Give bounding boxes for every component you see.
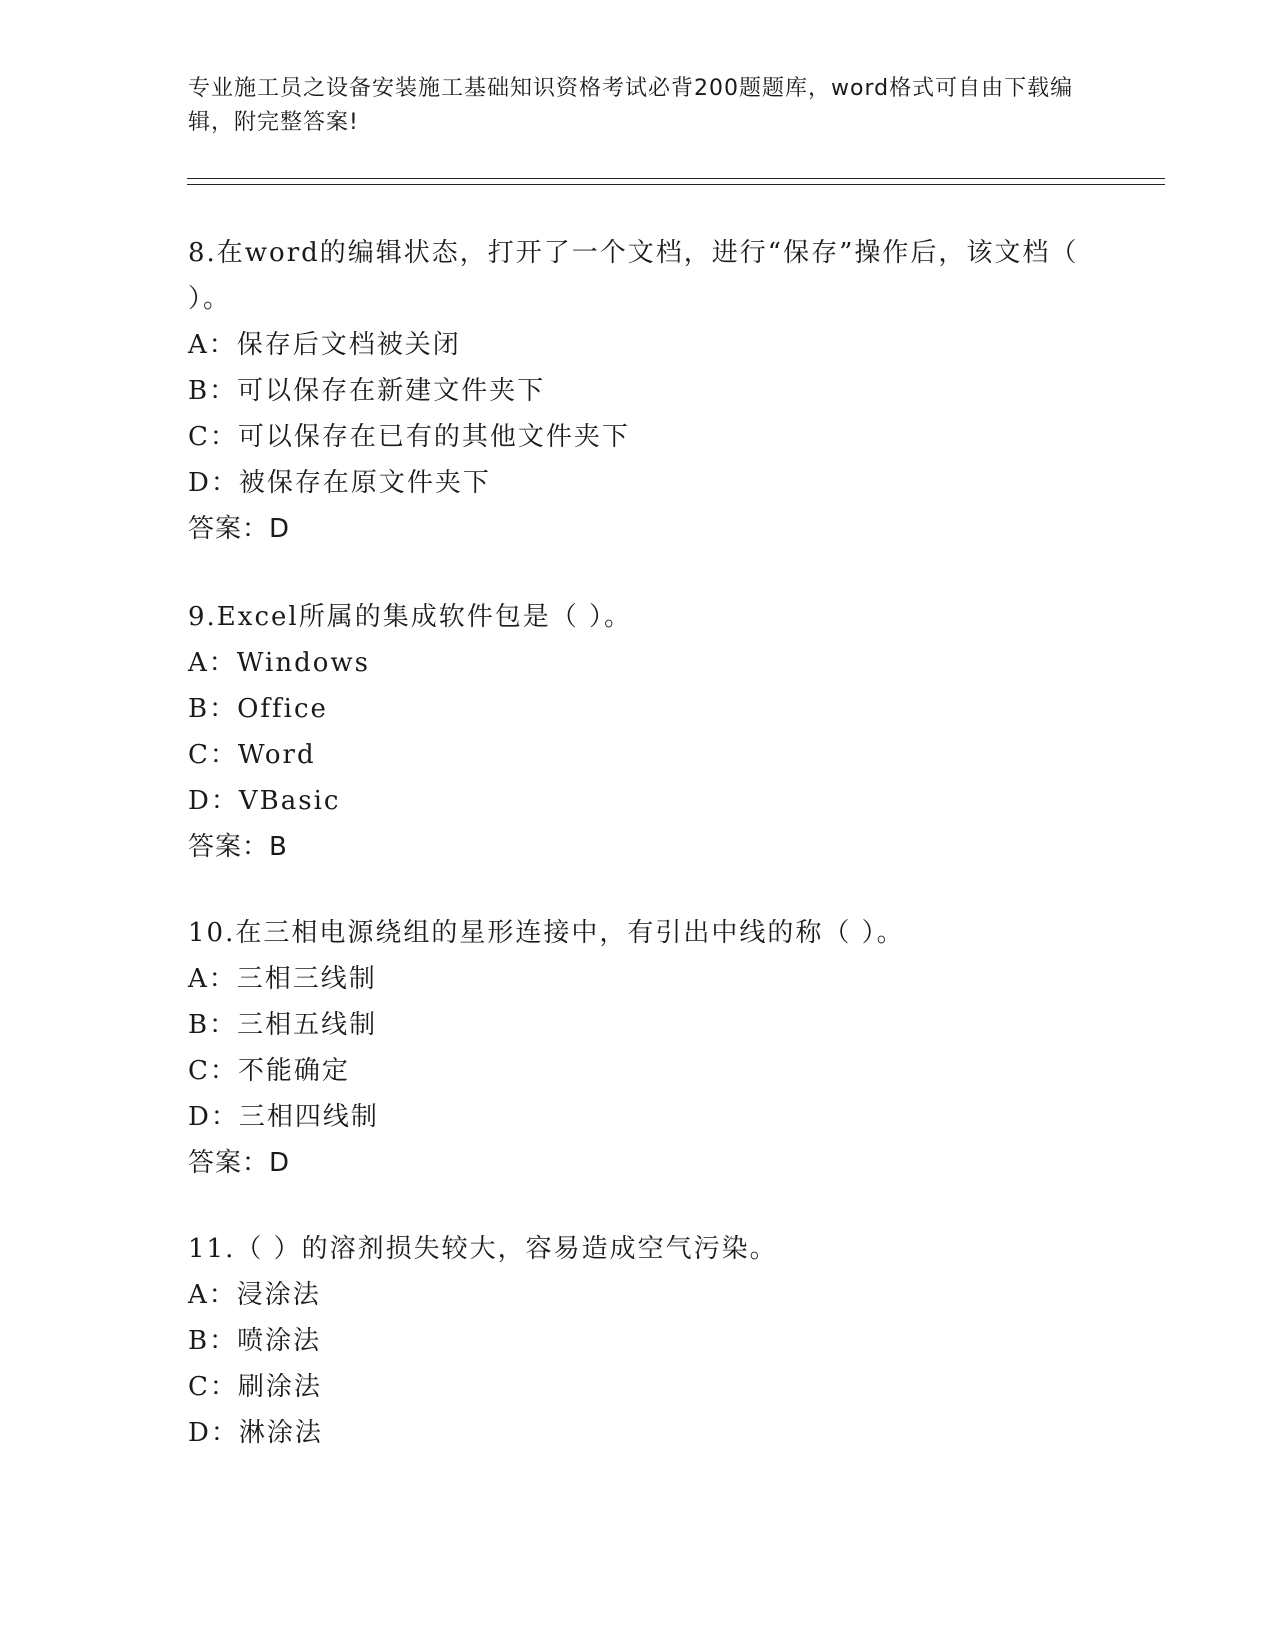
option-label: A： <box>188 1280 237 1310</box>
option-a <box>188 322 1088 368</box>
option-label: C： <box>188 1372 238 1402</box>
option-text: 可以保存在已有的其他文件夹下 <box>237 422 630 452</box>
answer: 答案：D <box>188 514 291 544</box>
question-8 <box>188 230 1088 552</box>
option-label: C： <box>188 740 238 770</box>
option-label: D： <box>188 468 239 498</box>
option-d <box>188 1410 1088 1456</box>
option-a <box>188 640 1088 686</box>
option-text: 淋涂法 <box>238 1418 323 1448</box>
option-label: D： <box>188 786 239 816</box>
header-divider-top <box>187 178 1165 179</box>
option-label: D： <box>188 1418 239 1448</box>
question-10 <box>188 910 1088 1186</box>
option-label: B： <box>188 376 238 406</box>
option-text: Word <box>237 740 316 770</box>
question-stem: 10.在三相电源绕组的星形连接中，有引出中线的称（ ）。 <box>188 918 905 948</box>
option-text: Office <box>237 694 328 724</box>
option-c <box>188 732 1088 778</box>
document-header-title: 专业施工员之设备安装施工基础知识资格考试必背200题题库，word格式可自由下载编辑，附完整答案! <box>188 76 1074 135</box>
option-label: A： <box>188 648 237 678</box>
option-label: B： <box>188 1010 238 1040</box>
option-label: C： <box>188 422 238 452</box>
option-label: A： <box>188 330 237 360</box>
option-text: 保存后文档被关闭 <box>236 330 461 360</box>
option-text: VBasic <box>238 786 341 816</box>
answer: 答案：D <box>188 1148 291 1178</box>
question-stem: 11.（ ）的溶剂损失较大，容易造成空气污染。 <box>188 1234 778 1264</box>
question-9 <box>188 594 1088 870</box>
option-d <box>188 778 1088 824</box>
option-text: 刷涂法 <box>237 1372 322 1402</box>
question-stem: 9.Excel所属的集成软件包是（ ）。 <box>188 602 632 632</box>
option-c <box>188 414 1088 460</box>
option-label: B： <box>188 694 238 724</box>
question-11 <box>188 1226 1088 1456</box>
option-b <box>188 1002 1088 1048</box>
question-stem: 8.在word的编辑状态，打开了一个文档，进行“保存”操作后，该文档（ ）。 <box>188 238 1079 314</box>
option-text: 浸涂法 <box>236 1280 321 1310</box>
answer: 答案：B <box>188 832 288 862</box>
option-text: 不能确定 <box>237 1056 350 1086</box>
option-d <box>188 1094 1088 1140</box>
option-b <box>188 368 1088 414</box>
option-a <box>188 1272 1088 1318</box>
option-text: 被保存在原文件夹下 <box>238 468 491 498</box>
option-b <box>188 686 1088 732</box>
option-c <box>188 1048 1088 1094</box>
option-a <box>188 956 1088 1002</box>
header-divider-bottom <box>187 184 1165 185</box>
option-text: Windows <box>236 648 371 678</box>
option-b <box>188 1318 1088 1364</box>
option-text: 喷涂法 <box>237 1326 322 1356</box>
option-text: 三相四线制 <box>238 1102 379 1132</box>
option-label: C： <box>188 1056 238 1086</box>
option-c <box>188 1364 1088 1410</box>
option-text: 三相三线制 <box>236 964 377 994</box>
option-text: 可以保存在新建文件夹下 <box>237 376 546 406</box>
option-label: A： <box>188 964 237 994</box>
option-text: 三相五线制 <box>237 1010 378 1040</box>
option-label: B： <box>188 1326 238 1356</box>
option-label: D： <box>188 1102 239 1132</box>
option-d <box>188 460 1088 506</box>
